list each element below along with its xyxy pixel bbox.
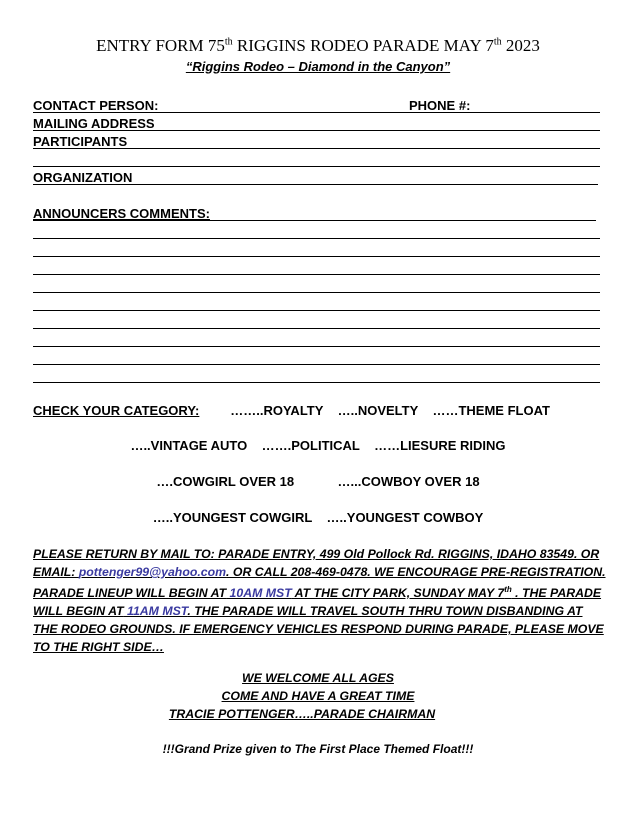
- email-link[interactable]: pottenger99@yahoo.com: [78, 565, 227, 579]
- announcers-line-2[interactable]: [33, 238, 600, 239]
- phone-label: PHONE #:: [409, 98, 471, 113]
- announcers-line-8[interactable]: [33, 346, 600, 347]
- participants-line[interactable]: [33, 148, 600, 149]
- announcers-line-10[interactable]: [33, 382, 600, 383]
- category-heading: CHECK YOUR CATEGORY:: [33, 403, 200, 418]
- contact-person-label: CONTACT PERSON:: [33, 98, 159, 113]
- participants-label: PARTICIPANTS: [33, 134, 128, 149]
- lineup-time: 10AM MST: [226, 586, 292, 601]
- announcers-line-4[interactable]: [33, 274, 600, 275]
- organization-line[interactable]: [33, 184, 598, 185]
- announcers-line-6[interactable]: [33, 310, 600, 311]
- contact-person-line[interactable]: [33, 112, 600, 113]
- great-time-line: COME AND HAVE A GREAT TIME: [221, 689, 415, 703]
- mailing-address-label: MAILING ADDRESS: [33, 116, 155, 131]
- announcers-line-3[interactable]: [33, 256, 600, 257]
- chairman-line: TRACIE POTTENGER…..PARADE CHAIRMAN: [168, 707, 436, 721]
- category-row-4[interactable]: …..YOUNGEST COWGIRL …..YOUNGEST COWBOY: [152, 510, 484, 525]
- category-row-1[interactable]: ……..ROYALTY …..NOVELTY ……THEME FLOAT: [223, 403, 550, 418]
- organization-label: ORGANIZATION: [33, 170, 133, 185]
- parade-start-time: 11AM MST: [123, 604, 188, 619]
- announcers-line-7[interactable]: [33, 328, 600, 329]
- mailing-address-line[interactable]: [33, 130, 600, 131]
- announcers-line-5[interactable]: [33, 292, 600, 293]
- welcome-line: WE WELCOME ALL AGES: [242, 671, 394, 685]
- announcers-comments-label: ANNOUNCERS COMMENTS:: [33, 206, 210, 221]
- grand-prize-note: !!!Grand Prize given to The First Place Themed Float!!!: [162, 742, 474, 756]
- announcers-line-9[interactable]: [33, 364, 600, 365]
- announcers-line-1[interactable]: [33, 220, 596, 221]
- form-title: ENTRY FORM 75th RIGGINS RODEO PARADE MAY 7th 2023: [96, 36, 540, 55]
- form-subtitle: “Riggins Rodeo – Diamond in the Canyon”: [185, 59, 451, 74]
- category-row-3[interactable]: ….COWGIRL OVER 18 …...COWBOY OVER 18: [156, 474, 480, 489]
- participants-line-2[interactable]: [33, 166, 600, 167]
- instructions-paragraph: PLEASE RETURN BY MAIL TO: PARADE ENTRY, 499 Old Pollock Rd. RIGGINS, IDAHO 83549. OR EMAIL: pottenger99@yahoo.com. OR CALL 208-469-0478. WE ENCOURAGE PRE-REGISTRATION. PARADE LINEUP WILL BEGIN AT 10AM MST AT THE CITY PARK, SUNDAY MAY 7th . THE PARADE WILL BEGIN AT 11AM MST. THE PARADE WILL TRAVEL SOUTH THRU TOWN DISBANDING AT THE RODEO GROUNDS. IF EMERGENCY VEHICLES RESPOND DURING PARADE, PLEASE MOVE TO THE RIGHT SIDE…: [33, 547, 606, 655]
- category-row-2[interactable]: …..VINTAGE AUTO …….POLITICAL ……LIESURE RIDING: [130, 438, 506, 453]
